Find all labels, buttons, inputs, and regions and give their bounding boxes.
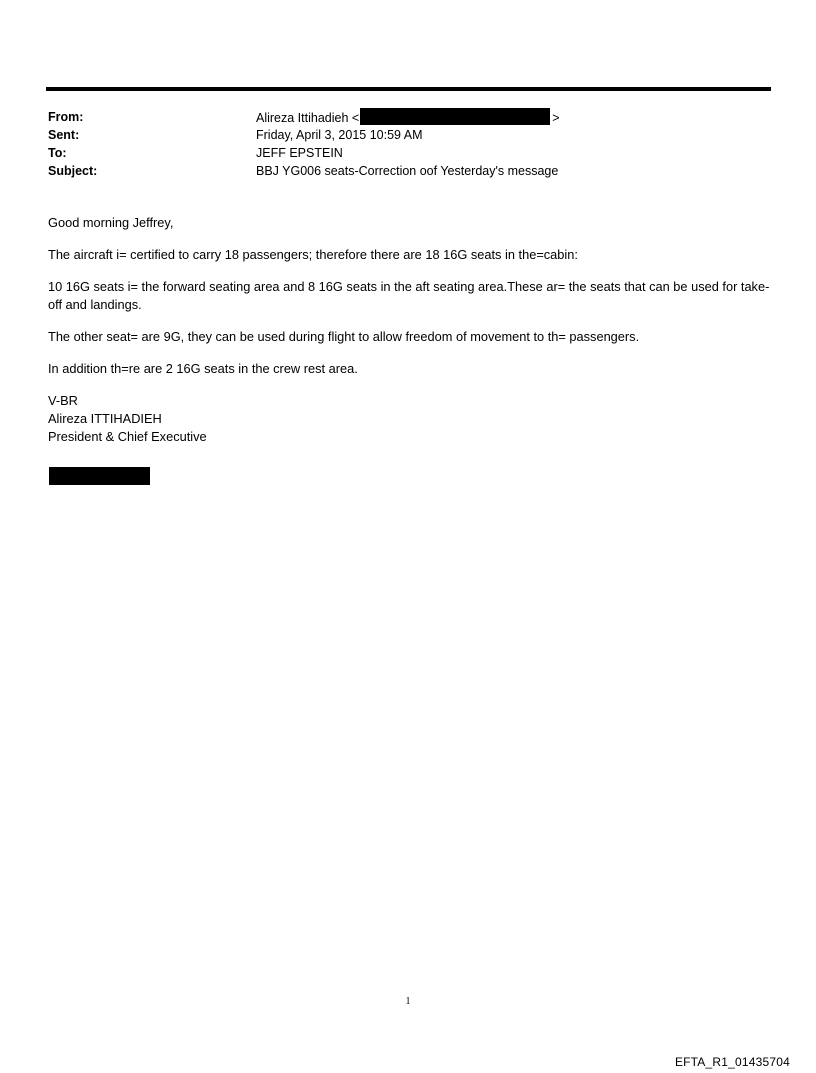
- sent-value: Friday, April 3, 2015 10:59 AM: [256, 128, 423, 142]
- sent-row: [48, 126, 768, 144]
- from-value: [256, 108, 560, 127]
- header-divider: [46, 87, 771, 91]
- sent-label: Sent:: [48, 128, 80, 142]
- subject-value: BBJ YG006 seats-Correction oof Yesterday's message: [256, 164, 559, 178]
- from-name: Alireza Ittihadieh <: [256, 111, 360, 125]
- signature-title: President & Chief Executive: [48, 429, 207, 444]
- subject-label: Subject:: [48, 164, 98, 178]
- redacted-email-address: [360, 108, 550, 125]
- signature-line: V-BR: [48, 393, 78, 408]
- redaction-block: [49, 467, 150, 485]
- from-close-bracket: >: [552, 111, 560, 125]
- from-row: [48, 108, 768, 126]
- page-number: 1: [405, 996, 411, 1007]
- to-label: To:: [48, 146, 67, 160]
- subject-row: [48, 162, 768, 180]
- greeting: Good morning Jeffrey,: [48, 215, 174, 230]
- signature-block: [48, 392, 774, 446]
- to-value: JEFF EPSTEIN: [256, 146, 343, 160]
- from-label: From:: [48, 110, 84, 124]
- body-paragraph: In addition th=re are 2 16G seats in the crew rest area.: [48, 361, 358, 376]
- body-paragraph: 10 16G seats i= the forward seating area and 8 16G seats in the aft seating area.These ar= the seats that can be used for take-off and landings.: [48, 279, 770, 312]
- email-header: [48, 108, 768, 180]
- body-paragraph: The other seat= are 9G, they can be used during flight to allow freedom of movement to th= passengers.: [48, 329, 640, 344]
- signature-name: Alireza ITTIHADIEH: [48, 411, 162, 426]
- bates-number: EFTA_R1_01435704: [674, 1055, 790, 1069]
- email-body: [48, 214, 774, 446]
- to-row: [48, 144, 768, 162]
- body-paragraph: The aircraft i= certified to carry 18 passengers; therefore there are 18 16G seats in the=cabin:: [48, 247, 578, 262]
